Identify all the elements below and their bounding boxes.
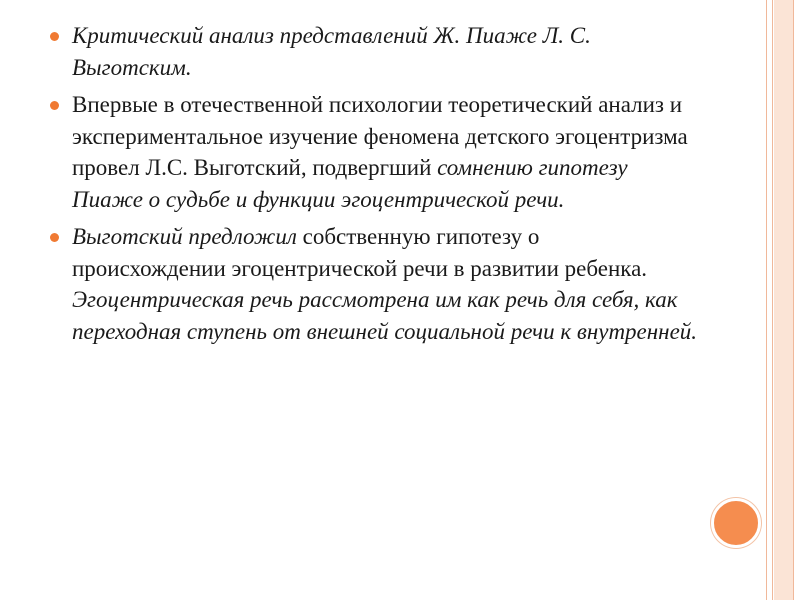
bullet-item: [48, 221, 698, 347]
bullet-item: [48, 89, 698, 215]
bullet-marker-icon: [50, 233, 59, 242]
bullet-text: Впервые в отечественной психологии теоретический анализ и экспериментальное изучение феномена детского эгоцентризма провел Л.С. Выготский, подвергший: [72, 92, 688, 180]
frame-bar: [774, 0, 793, 600]
frame-line-right: [793, 0, 794, 600]
bullet-text: собственную гипотезу о происхождении эгоцентрической речи в развитии ребенка.: [72, 224, 648, 281]
bullet-marker-icon: [50, 32, 59, 41]
frame-line-left: [766, 0, 767, 600]
bullet-text-italic: Эгоцентрическая речь рассмотрена им как речь для себя, как переходная ступень от внешней социальной речи к внутренней.: [72, 287, 698, 344]
bullet-text: Критический анализ представлений Ж. Пиаже Л. С. Выготским.: [72, 23, 591, 80]
bullet-text-italic: Выготский предложил: [72, 224, 303, 249]
frame-line-middle: [772, 0, 773, 600]
bullet-item: [48, 20, 698, 83]
bullet-text-italic: сомнению гипотезу Пиаже о судьбе и функции эгоцентрической речи.: [72, 155, 628, 212]
decorative-circle: [711, 498, 761, 548]
slide-content: [48, 20, 698, 353]
bullet-marker-icon: [50, 101, 59, 110]
